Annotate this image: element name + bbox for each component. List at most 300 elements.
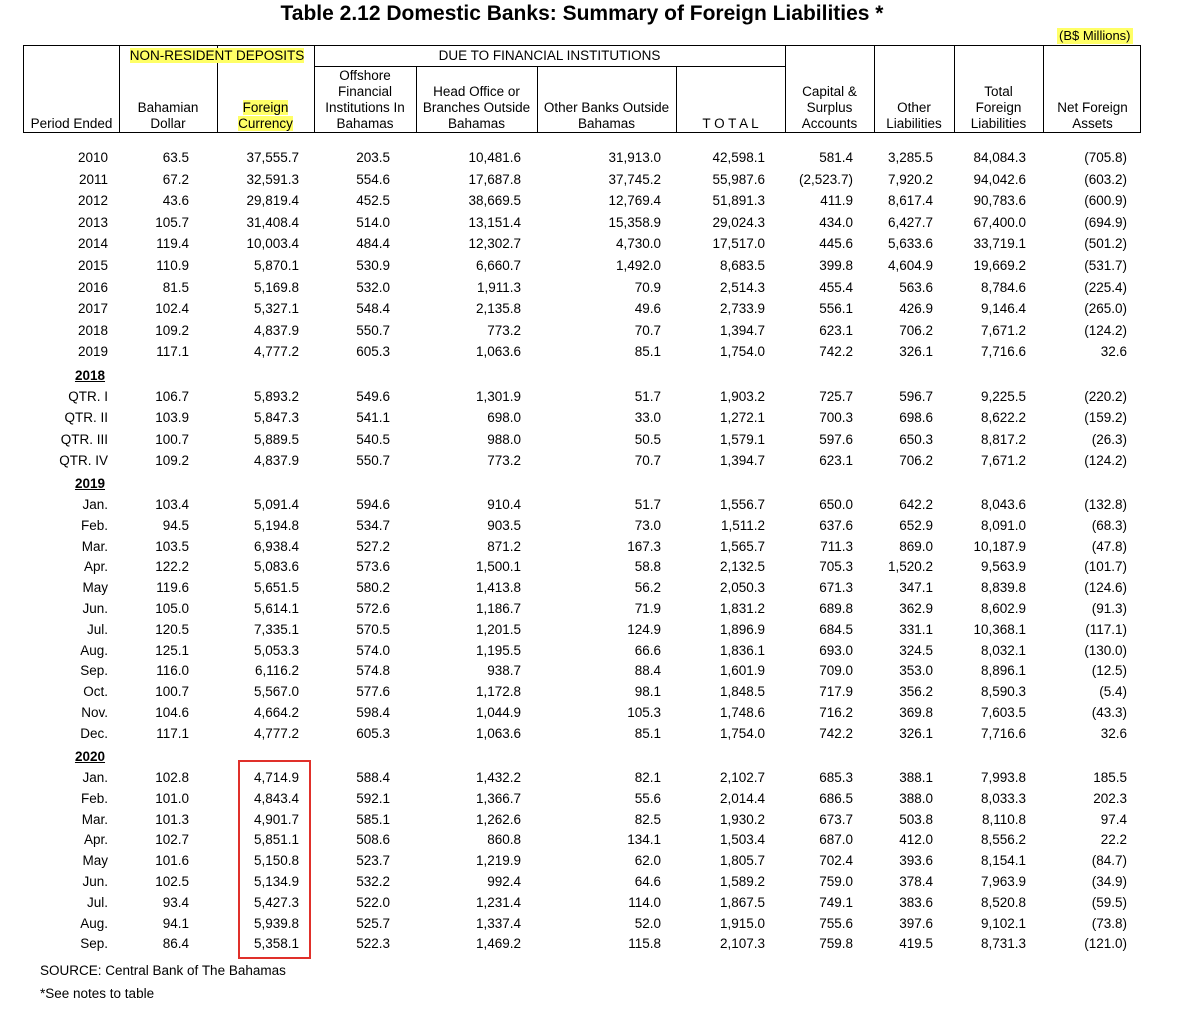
cell: 1,903.2 [719,389,765,404]
cell: 399.8 [819,258,853,273]
cell: 22.2 [1100,832,1127,848]
cell: 82.5 [634,811,661,827]
cell: 5,327.1 [253,301,299,317]
cell: 56.2 [634,580,661,596]
cell: 705.3 [819,559,853,575]
cell: 1,848.5 [719,684,765,700]
cell: 755.6 [819,915,853,931]
cell: 530.9 [356,258,390,273]
header-line: Other Banks Outside [543,100,670,115]
cell: 9,102.1 [980,915,1026,931]
row-label: 2014 [77,236,108,252]
cell: (43.3) [1091,705,1127,720]
cell: 362.9 [899,601,933,616]
cell: 594.6 [356,497,390,512]
cell: 8,839.8 [980,580,1026,596]
cell: 7,963.9 [980,874,1026,889]
cell: 1,469.2 [475,936,521,952]
cell: 331.1 [899,621,933,637]
col-header-net-foreign-assets [1043,100,1142,132]
cell: 1,896.9 [719,621,765,637]
cell: 709.0 [819,663,853,679]
cell: 548.4 [356,301,390,317]
cell: 353.0 [899,663,933,679]
cell: 684.5 [819,621,853,637]
cell: 86.4 [162,936,189,952]
cell: (91.3) [1091,601,1127,616]
cell: 82.1 [634,770,661,785]
table-row [23,599,1141,619]
cell: 1,565.7 [719,538,765,554]
row-label: 2010 [77,150,108,165]
cell: 4,837.9 [253,322,299,338]
cell: 8,784.6 [980,279,1026,295]
row-label: 2019 [77,344,108,360]
cell: 650.3 [899,431,933,447]
row-label: 2018 [77,322,108,338]
cell: 102.4 [155,301,189,317]
header-line: Liabilities [970,116,1027,131]
cell: 73.0 [634,517,661,533]
table-title: Table 2.12 Domestic Banks: Summary of Foreign Liabilities * [280,2,884,25]
cell: 605.3 [356,344,390,360]
cell: 1,601.9 [719,663,765,679]
row-label: Jul. [86,621,108,637]
cell: 749.1 [819,894,853,910]
table-row [23,893,1141,913]
cell: 102.7 [155,832,189,848]
cell: 5,358.1 [253,936,299,952]
cell: 9,146.4 [980,301,1026,317]
cell: 378.4 [899,874,933,889]
table-row [23,234,1141,254]
cell: 455.4 [819,279,853,295]
cell: 102.8 [155,770,189,785]
row-label: Sep. [80,663,108,679]
cell: 992.4 [487,874,521,889]
cell: 38,669.5 [468,193,521,209]
cell: 4,777.2 [253,344,299,360]
cell: 62.0 [634,853,661,869]
cell: (600.9) [1084,193,1127,209]
table-row [23,191,1141,211]
cell: 534.7 [356,517,390,533]
cell: 411.9 [820,193,853,209]
cell: 32.6 [1100,344,1127,360]
cell: 120.5 [155,621,189,637]
table-row [23,408,1141,428]
cell: (132.8) [1084,497,1127,512]
cell: 12,769.4 [608,193,661,209]
cell: 10,003.4 [246,236,299,252]
cell: 326.1 [899,344,933,360]
header-line: Institutions In [325,100,405,115]
row-label: Aug. [80,642,108,658]
cell: 397.6 [899,915,933,931]
cell: 573.6 [356,559,390,575]
cell: 32,591.3 [246,171,299,187]
cell: 8,033.3 [980,790,1026,806]
cell: 742.2 [819,725,853,741]
cell: 33,719.1 [973,236,1026,252]
header-line: Total [984,84,1013,99]
cell: 6,427.7 [887,214,933,230]
cell: (68.3) [1091,517,1127,533]
table-row [23,578,1141,598]
header-line: Bahamas [447,116,506,131]
cell: (603.2) [1084,171,1127,187]
cell: 5,134.9 [253,874,299,889]
section-heading: 2018 [74,368,106,383]
cell: 605.3 [356,725,390,741]
cell: 623.1 [819,452,853,468]
cell: 523.7 [356,853,390,869]
cell: (5.4) [1099,684,1127,700]
cell: (501.2) [1084,236,1127,252]
cell: (531.7) [1084,258,1127,273]
cell: 93.4 [162,894,189,910]
header-line: Assets [1072,116,1113,131]
section-heading: 2020 [74,749,106,764]
source-note: SOURCE: Central Bank of The Bahamas [40,963,286,978]
cell: 70.7 [634,322,661,338]
row-label: Jun. [82,874,108,889]
cell: 105.0 [155,601,189,616]
cell: 910.4 [487,497,521,512]
cell: (73.8) [1091,915,1127,931]
cell: 125.1 [155,642,189,658]
cell: 6,116.2 [254,663,299,679]
cell: 903.5 [487,517,521,533]
cell: 706.2 [899,452,933,468]
cell: 8,110.8 [981,811,1026,827]
cell: 202.3 [1093,790,1127,806]
cell: 115.8 [628,936,661,952]
cell: 122.2 [155,559,189,575]
table-row [23,387,1141,407]
cell: 29,819.4 [246,193,299,209]
cell: 103.4 [155,497,189,512]
cell: (84.7) [1091,853,1127,869]
cell: 1,579.1 [719,431,765,447]
cell: 716.2 [819,705,853,720]
header-line: Foreign [975,100,1022,115]
table-row [23,703,1141,723]
cell: 860.8 [487,832,521,848]
cell: 1,492.0 [615,258,661,273]
cell: 689.8 [819,601,853,616]
cell: 4,730.0 [615,236,661,252]
cell: 706.2 [899,322,933,338]
cell: 686.5 [819,790,853,806]
row-label: Mar. [81,538,108,554]
col-header-other-banks [537,100,676,132]
cell: 103.5 [155,538,189,554]
cell: 4,714.9 [253,770,299,785]
cell: 5,614.1 [253,601,299,616]
cell: 32.6 [1100,725,1127,741]
cell: 554.6 [356,171,390,187]
cell: 117.1 [156,344,189,360]
cell: 124.9 [627,621,661,637]
cell: (12.5) [1091,663,1127,679]
cell: 8,556.2 [980,832,1026,848]
cell: 1,063.6 [475,725,521,741]
cell: 673.7 [819,811,853,827]
cell: 58.8 [634,559,661,575]
table-row [23,342,1141,362]
cell: 642.2 [899,497,933,512]
cell: 37,745.2 [608,171,661,187]
cell: 94.1 [162,915,189,931]
cell: (2,523.7) [798,171,853,187]
cell: 525.7 [356,915,390,931]
cell: 1,754.0 [719,344,765,360]
table-row [23,641,1141,661]
cell: 117.1 [156,725,189,741]
cell: 1,262.6 [475,811,521,827]
cell: 572.6 [356,601,390,616]
cell: 532.2 [356,874,390,889]
header-line: Branches Outside [422,100,531,115]
cell: 8,817.2 [980,431,1026,447]
cell: 81.5 [162,279,189,295]
row-label: Jun. [82,601,108,616]
cell: 484.4 [356,236,390,252]
cell: 84,084.3 [973,150,1026,165]
cell: 1,831.2 [719,601,765,616]
header-line: Head Office or [433,84,520,99]
cell: 1,186.7 [475,601,521,616]
cell: 114.0 [628,894,661,910]
cell: 1,231.4 [475,894,521,910]
cell: 2,107.3 [719,936,765,952]
cell: 1,520.2 [887,559,933,575]
cell: 5,847.3 [253,410,299,426]
group-non-resident-deposits: NON-RESIDENT DEPOSITS [129,48,305,63]
cell: 31,913.0 [608,150,661,165]
cell: 64.6 [634,874,661,889]
cell: 570.5 [356,621,390,637]
cell: 388.0 [899,790,933,806]
cell: 7,716.6 [980,344,1026,360]
cell: 623.1 [819,322,853,338]
cell: 43.6 [162,193,189,209]
header-line: Other [897,100,931,115]
cell: 70.9 [634,279,661,295]
header-line: Financial [337,84,393,99]
cell: 10,481.6 [468,150,521,165]
col-header-head-office [416,84,537,132]
header-line: Net Foreign [1057,100,1128,115]
cell: 94,042.6 [973,171,1026,187]
cell: 106.7 [155,389,189,404]
cell: 8,032.1 [980,642,1026,658]
cell: 717.9 [819,684,853,700]
cell: 522.0 [356,894,390,910]
table-row [23,934,1141,954]
header-line: Bahamian [137,100,199,115]
cell: 98.1 [634,684,661,700]
cell: 5,870.1 [253,258,299,273]
cell: 637.6 [819,517,853,533]
header-line: Bahamas [336,116,394,131]
table-row [23,430,1141,450]
cell: 7,603.5 [980,705,1026,720]
cell: (694.9) [1084,214,1127,230]
cell: 55.6 [634,790,661,806]
cell: 51.7 [634,497,661,512]
col-header-bahamian-dollar [119,100,217,132]
cell: 17,517.0 [712,236,765,252]
row-label: 2012 [77,193,108,209]
cell: 508.6 [356,832,390,848]
cell: 419.5 [899,936,933,952]
header-line: Dollar [150,116,186,131]
cell: 1,911.3 [476,279,521,295]
cell: 988.0 [487,431,521,447]
cell: 383.6 [899,894,933,910]
cell: 105.7 [155,214,189,230]
cell: 88.4 [634,663,661,679]
cell: 452.5 [356,193,390,209]
table-row [23,768,1141,788]
cell: 67,400.0 [973,214,1026,230]
row-label: QTR. IV [59,452,108,468]
cell: 650.0 [819,497,853,512]
cell: (220.2) [1084,389,1127,404]
col-header-total [676,116,785,132]
cell: 652.9 [899,517,933,533]
cell: 2,050.3 [719,580,765,596]
cell: 101.6 [155,853,189,869]
row-label: QTR. I [68,389,108,404]
cell: 725.7 [819,389,853,404]
cell: 1,748.6 [719,705,765,720]
cell: 185.5 [1093,770,1127,785]
cell: 687.0 [819,832,853,848]
footnote: *See notes to table [40,986,155,1001]
table-row [23,661,1141,681]
cell: 17,687.8 [468,171,521,187]
cell: 592.1 [356,790,390,806]
cell: (130.0) [1084,642,1127,658]
cell: 8,896.1 [980,663,1026,679]
cell: 10,187.9 [973,538,1026,554]
cell: 563.6 [899,279,933,295]
header-line: Liabilities [886,116,942,131]
row-label: Feb. [80,517,108,533]
cell: 698.6 [899,410,933,426]
header-line: T O T A L [702,116,759,131]
table-row [23,620,1141,640]
row-label: Apr. [83,832,108,848]
cell: 97.4 [1100,811,1127,827]
cell: 871.2 [487,538,521,554]
cell: 503.8 [899,811,933,827]
cell: 5,169.8 [253,279,299,295]
table-row [23,321,1141,341]
cell: 585.1 [356,811,390,827]
cell: 2,733.9 [719,301,765,317]
cell: 10,368.1 [973,621,1026,637]
cell: (705.8) [1084,150,1127,165]
section-heading: 2019 [74,476,106,491]
cell: 347.1 [899,580,933,596]
cell: 8,602.9 [980,601,1026,616]
row-label: 2011 [78,171,108,187]
cell: 588.4 [356,770,390,785]
row-label: 2015 [77,258,108,273]
cell: 4,843.4 [253,790,299,806]
cell: 1,432.2 [475,770,521,785]
cell: 702.4 [819,853,853,869]
cell: 7,993.8 [980,770,1026,785]
cell: 577.6 [356,684,390,700]
cell: 8,683.5 [719,258,765,273]
cell: 1,301.9 [475,389,521,404]
cell: 103.9 [155,410,189,426]
cell: 52.0 [634,915,661,931]
cell: 1,836.1 [719,642,765,658]
cell: 102.5 [155,874,189,889]
table-row [23,256,1141,276]
cell: 581.4 [819,150,853,165]
cell: 1,394.7 [719,452,765,468]
col-header-foreign-currency [217,100,314,132]
cell: 527.2 [356,538,390,554]
cell: 1,366.7 [475,790,521,806]
cell: 1,394.7 [719,322,765,338]
cell: 101.0 [155,790,189,806]
cell: 773.2 [487,452,521,468]
cell: 412.0 [899,832,933,848]
cell: 1,337.4 [475,915,521,931]
cell: 2,514.3 [719,279,765,295]
cell: 119.4 [156,236,189,252]
cell: 1,930.2 [719,811,765,827]
cell: 2,135.8 [475,301,521,317]
cell: 1,172.8 [475,684,521,700]
cell: 4,604.9 [887,258,933,273]
cell: 6,938.4 [253,538,299,554]
cell: 85.1 [634,725,661,741]
cell: (121.0) [1084,936,1127,952]
row-label: Dec. [80,725,108,741]
table-row [23,170,1141,190]
row-label: May [82,580,108,596]
cell: 324.5 [899,642,933,658]
cell: (26.3) [1091,431,1127,447]
cell: 109.2 [155,322,189,338]
cell: 116.0 [156,663,189,679]
header-line: Period Ended [30,116,113,131]
header-line: Offshore [339,68,391,83]
cell: 8,622.2 [980,410,1026,426]
cell: 3,285.5 [887,150,933,165]
cell: 101.3 [155,811,189,827]
cell: 1,503.4 [719,832,765,848]
cell: 1,195.5 [475,642,521,658]
cell: 445.6 [819,236,853,252]
cell: 434.0 [819,214,853,230]
cell: 4,777.2 [253,725,299,741]
cell: 13,151.4 [468,214,521,230]
cell: 5,893.2 [253,389,299,404]
cell: 8,590.3 [980,684,1026,700]
cell: 514.0 [356,214,390,230]
row-label: Nov. [81,705,108,720]
